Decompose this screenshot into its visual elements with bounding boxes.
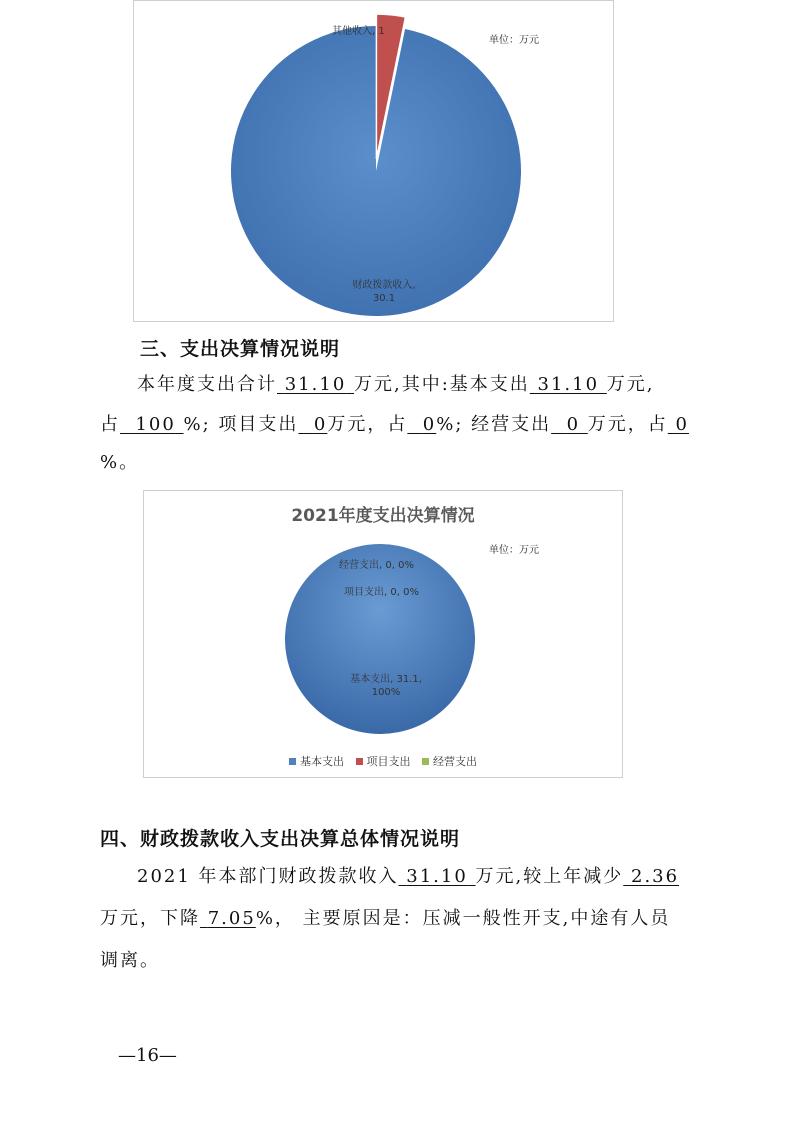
legend-item-project bbox=[356, 753, 411, 769]
data-label-basic-expenditure bbox=[331, 673, 441, 699]
section-4-line-2 bbox=[100, 904, 690, 930]
text: 占 bbox=[100, 414, 120, 435]
text: %; 经营支出 bbox=[436, 414, 552, 435]
pie-slice-basic-expenditure bbox=[285, 544, 475, 734]
section-4-line-1 bbox=[137, 862, 727, 888]
text: 本年度支出合计 bbox=[137, 374, 277, 395]
section-4-heading: 四、财政拨款收入支出决算总体情况说明 bbox=[100, 828, 461, 850]
text: 万元，占 bbox=[327, 414, 408, 435]
text: %; 项目支出 bbox=[183, 414, 299, 435]
text: %， 主要原因是：压减一般性开支,中途有人员 bbox=[255, 908, 671, 929]
income-pie-chart bbox=[133, 0, 614, 322]
chart-unit-label: 单位：万元 bbox=[489, 545, 539, 556]
data-label-basic-name: 基本支出, 31.1, bbox=[350, 674, 422, 685]
expenditure-pie-svg bbox=[144, 491, 624, 779]
decrease-pct-value: 7.05 bbox=[207, 908, 256, 929]
total-expenditure-value: 31.10 bbox=[284, 374, 347, 395]
expenditure-pie-chart bbox=[143, 490, 623, 778]
decrease-value: 2.36 bbox=[631, 866, 680, 887]
basic-pct-value: 100 bbox=[135, 414, 176, 435]
text: 2021 年本部门财政拨款收入 bbox=[137, 866, 399, 887]
legend-swatch bbox=[289, 758, 296, 765]
section-3-line-2 bbox=[100, 410, 690, 436]
section-3-line-1 bbox=[137, 370, 727, 396]
data-label-operating-expenditure: 经营支出, 0, 0% bbox=[339, 560, 414, 571]
legend-label: 项目支出 bbox=[366, 755, 411, 768]
text: 万元, bbox=[606, 374, 655, 395]
legend-swatch bbox=[356, 758, 363, 765]
page-number: —16— bbox=[118, 1045, 177, 1066]
chart-legend bbox=[144, 753, 622, 769]
text: 万元,其中:基本支出 bbox=[354, 374, 530, 395]
operating-pct-value: 0 bbox=[675, 414, 689, 435]
data-label-fiscal-income-value: 30.1 bbox=[372, 293, 396, 304]
section-3-heading: 三、支出决算情况说明 bbox=[140, 338, 341, 360]
section-3-line-3: %。 bbox=[100, 452, 140, 473]
project-pct-value: 0 bbox=[422, 414, 437, 435]
section-4-line-3: 调离。 bbox=[100, 950, 160, 971]
data-label-other-income: 其他收入, 1 bbox=[332, 26, 385, 37]
data-label-basic-pct: 100% bbox=[371, 687, 401, 698]
legend-label: 基本支出 bbox=[300, 755, 344, 768]
basic-expenditure-value: 31.10 bbox=[537, 374, 600, 395]
chart-title: 2021年度支出决算情况 bbox=[291, 506, 475, 526]
data-label-fiscal-income bbox=[334, 279, 434, 305]
chart-unit-label: 单位：万元 bbox=[489, 35, 539, 46]
income-pie-svg bbox=[134, 1, 615, 323]
legend-item-operating bbox=[422, 753, 477, 769]
text: 万元,较上年减少 bbox=[475, 866, 624, 887]
fiscal-income-value: 31.10 bbox=[406, 866, 468, 887]
legend-label: 经营支出 bbox=[433, 755, 477, 768]
legend-item-basic bbox=[289, 753, 344, 769]
data-label-fiscal-income-name: 财政拨款收入, bbox=[352, 280, 416, 291]
text: 万元，下降 bbox=[100, 908, 200, 929]
project-expenditure-value: 0 bbox=[313, 414, 328, 435]
data-label-project-expenditure: 项目支出, 0, 0% bbox=[344, 587, 419, 598]
legend-swatch bbox=[422, 758, 429, 765]
operating-expenditure-value: 0 bbox=[566, 414, 581, 435]
text: 万元，占 bbox=[587, 414, 668, 435]
